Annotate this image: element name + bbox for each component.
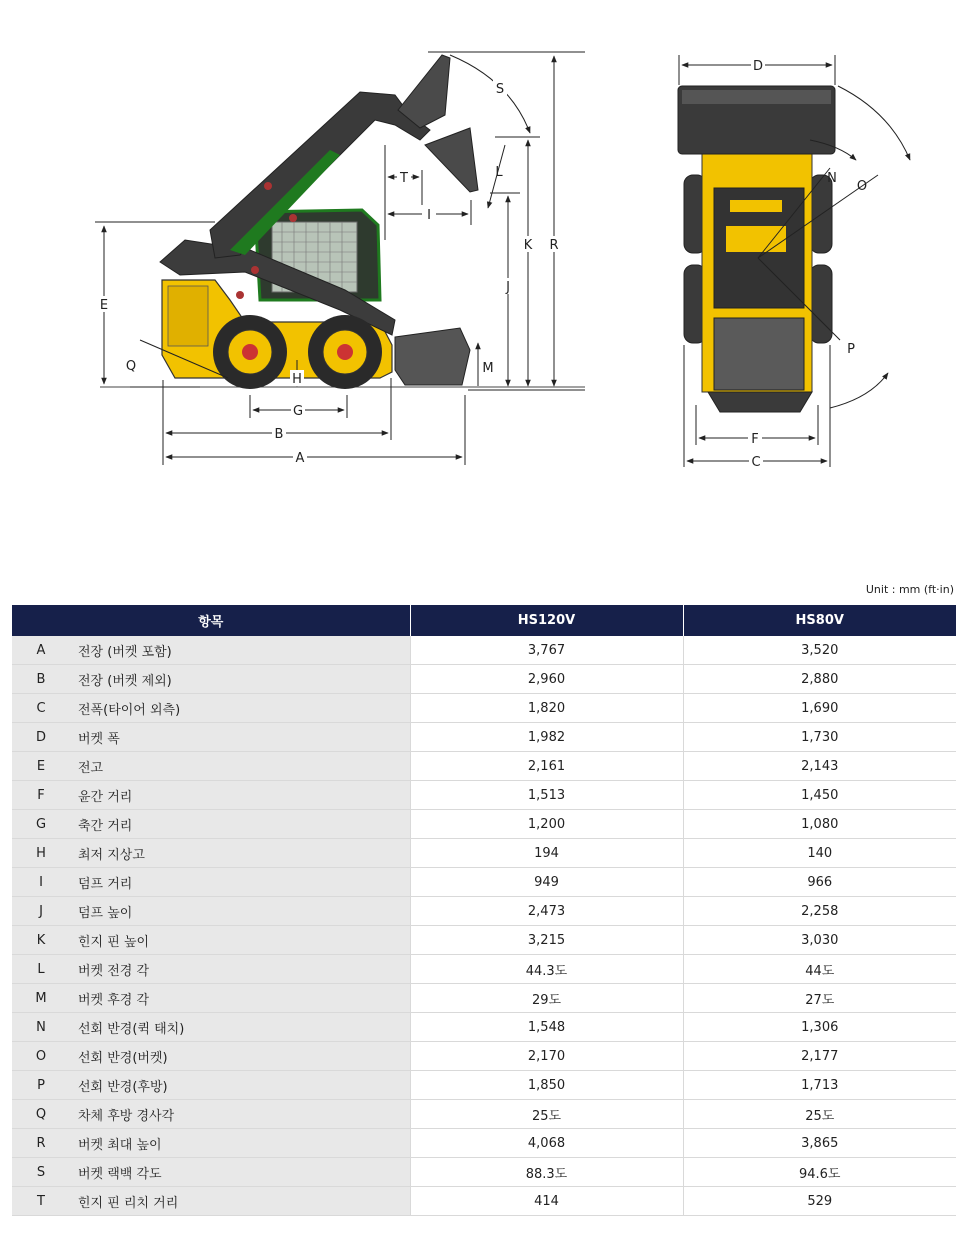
label-n: N xyxy=(827,171,837,186)
label-m: M xyxy=(482,361,494,376)
row-code: T xyxy=(12,1187,70,1216)
row-hs120v-value: 949 xyxy=(410,868,683,897)
row-hs80v-value: 2,880 xyxy=(683,665,956,694)
row-name: 힌지 핀 리치 거리 xyxy=(70,1187,410,1216)
row-code: P xyxy=(12,1071,70,1100)
row-name: 버켓 랙백 각도 xyxy=(70,1158,410,1187)
table-row xyxy=(12,752,956,781)
row-code: M xyxy=(12,984,70,1013)
row-name: 축간 거리 xyxy=(70,810,410,839)
table-row xyxy=(12,665,956,694)
row-name: 덤프 높이 xyxy=(70,897,410,926)
table-row xyxy=(12,984,956,1013)
row-name: 전장 (버켓 포함) xyxy=(70,636,410,665)
row-hs120v-value: 2,161 xyxy=(410,752,683,781)
row-hs80v-value: 94.6도 xyxy=(683,1158,956,1187)
row-hs120v-value: 2,960 xyxy=(410,665,683,694)
label-a: A xyxy=(295,451,305,466)
row-hs120v-value: 44.3도 xyxy=(410,955,683,984)
table-row xyxy=(12,781,956,810)
row-code: O xyxy=(12,1042,70,1071)
row-hs80v-value: 1,690 xyxy=(683,694,956,723)
label-d: D xyxy=(752,59,764,74)
table-header-row xyxy=(12,605,956,636)
row-code: A xyxy=(12,636,70,665)
row-hs80v-value: 44도 xyxy=(683,955,956,984)
row-hs80v-value: 3,520 xyxy=(683,636,956,665)
row-code: B xyxy=(12,665,70,694)
row-name: 선회 반경(후방) xyxy=(70,1071,410,1100)
row-code: H xyxy=(12,839,70,868)
row-name: 선회 반경(버켓) xyxy=(70,1042,410,1071)
table-row xyxy=(12,1129,956,1158)
label-g: G xyxy=(292,404,304,419)
row-hs120v-value: 3,767 xyxy=(410,636,683,665)
table-row xyxy=(12,839,956,868)
row-hs80v-value: 1,450 xyxy=(683,781,956,810)
row-hs80v-value: 25도 xyxy=(683,1100,956,1129)
header-hs120v: HS120V xyxy=(410,605,683,636)
row-hs80v-value: 1,730 xyxy=(683,723,956,752)
row-hs120v-value: 1,850 xyxy=(410,1071,683,1100)
row-code: K xyxy=(12,926,70,955)
row-hs80v-value: 1,306 xyxy=(683,1013,956,1042)
row-name: 최저 지상고 xyxy=(70,839,410,868)
row-hs80v-value: 966 xyxy=(683,868,956,897)
row-hs80v-value: 140 xyxy=(683,839,956,868)
row-hs80v-value: 2,143 xyxy=(683,752,956,781)
table-row xyxy=(12,1071,956,1100)
row-hs120v-value: 29도 xyxy=(410,984,683,1013)
table-row xyxy=(12,1013,956,1042)
row-name: 버켓 전경 각 xyxy=(70,955,410,984)
row-hs80v-value: 2,258 xyxy=(683,897,956,926)
header-hs80v: HS80V xyxy=(683,605,956,636)
row-hs80v-value: 529 xyxy=(683,1187,956,1216)
row-code: L xyxy=(12,955,70,984)
row-name: 선회 반경(퀵 태치) xyxy=(70,1013,410,1042)
row-hs120v-value: 1,548 xyxy=(410,1013,683,1042)
dimension-diagram xyxy=(0,0,966,520)
row-name: 전고 xyxy=(70,752,410,781)
row-name: 버켓 최대 높이 xyxy=(70,1129,410,1158)
row-name: 버켓 후경 각 xyxy=(70,984,410,1013)
label-o: O xyxy=(856,179,868,194)
row-hs120v-value: 2,170 xyxy=(410,1042,683,1071)
label-l: L xyxy=(495,165,503,180)
label-s: S xyxy=(495,82,505,97)
row-name: 덤프 거리 xyxy=(70,868,410,897)
row-hs120v-value: 414 xyxy=(410,1187,683,1216)
row-name: 윤간 거리 xyxy=(70,781,410,810)
row-code: G xyxy=(12,810,70,839)
header-item: 항목 xyxy=(12,605,410,636)
row-hs80v-value: 27도 xyxy=(683,984,956,1013)
label-q: Q xyxy=(125,359,137,374)
row-hs120v-value: 25도 xyxy=(410,1100,683,1129)
row-hs80v-value: 1,713 xyxy=(683,1071,956,1100)
top-view-machine xyxy=(678,86,835,412)
label-k: K xyxy=(523,238,533,253)
row-hs120v-value: 3,215 xyxy=(410,926,683,955)
label-i: I xyxy=(427,208,431,223)
row-hs120v-value: 194 xyxy=(410,839,683,868)
row-code: S xyxy=(12,1158,70,1187)
row-hs120v-value: 1,513 xyxy=(410,781,683,810)
row-code: N xyxy=(12,1013,70,1042)
row-name: 전장 (버켓 제외) xyxy=(70,665,410,694)
row-code: C xyxy=(12,694,70,723)
row-name: 힌지 핀 높이 xyxy=(70,926,410,955)
row-name: 차체 후방 경사각 xyxy=(70,1100,410,1129)
spec-table xyxy=(12,605,956,1216)
table-row xyxy=(12,926,956,955)
row-hs120v-value: 1,200 xyxy=(410,810,683,839)
row-code: D xyxy=(12,723,70,752)
table-row xyxy=(12,1100,956,1129)
table-row xyxy=(12,636,956,665)
label-t: T xyxy=(400,171,408,186)
row-name: 전폭(타이어 외측) xyxy=(70,694,410,723)
row-code: Q xyxy=(12,1100,70,1129)
row-hs120v-value: 4,068 xyxy=(410,1129,683,1158)
label-r: R xyxy=(549,238,559,253)
label-f: F xyxy=(751,432,759,447)
table-row xyxy=(12,694,956,723)
row-hs80v-value: 3,030 xyxy=(683,926,956,955)
row-hs80v-value: 3,865 xyxy=(683,1129,956,1158)
table-row xyxy=(12,1158,956,1187)
row-code: I xyxy=(12,868,70,897)
row-hs80v-value: 1,080 xyxy=(683,810,956,839)
label-j: J xyxy=(506,280,510,295)
row-hs120v-value: 2,473 xyxy=(410,897,683,926)
table-row xyxy=(12,868,956,897)
label-c: C xyxy=(751,455,761,470)
label-h: H xyxy=(292,372,302,387)
row-hs80v-value: 2,177 xyxy=(683,1042,956,1071)
table-row xyxy=(12,723,956,752)
table-row xyxy=(12,810,956,839)
row-code: F xyxy=(12,781,70,810)
row-code: J xyxy=(12,897,70,926)
table-row xyxy=(12,897,956,926)
label-e: E xyxy=(99,298,109,313)
row-name: 버켓 폭 xyxy=(70,723,410,752)
row-code: E xyxy=(12,752,70,781)
label-b: B xyxy=(274,427,284,442)
row-code: R xyxy=(12,1129,70,1158)
spec-table-body xyxy=(12,636,956,1216)
row-hs120v-value: 1,982 xyxy=(410,723,683,752)
unit-note: Unit : mm (ft·in) xyxy=(865,583,954,596)
table-row xyxy=(12,1042,956,1071)
table-row xyxy=(12,1187,956,1216)
row-hs120v-value: 88.3도 xyxy=(410,1158,683,1187)
table-row xyxy=(12,955,956,984)
row-hs120v-value: 1,820 xyxy=(410,694,683,723)
label-p: P xyxy=(847,342,855,357)
